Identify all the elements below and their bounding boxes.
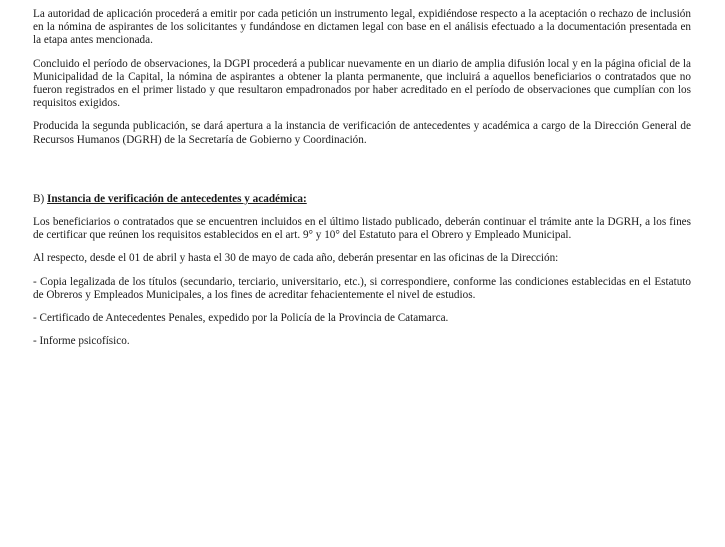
paragraph-resolution: La autoridad de aplicación procederá a emitir por cada petición un instrumento legal, expidiéndose respecto a la aceptación o rechazo de inclusión en la nómina de aspirantes de los solicitantes y fundándose en dictamen legal con base en el análisis efectuado a la documentación presentada en la etapa antes mencionada. [33, 8, 691, 47]
paragraph-beneficiaries: Los beneficiarios o contratados que se encuentren incluidos en el último listado publicado, deberán continuar el trámite ante la DGRH, a los fines de certificar que reúnen los requisitos establecidos en el art. 9° y 10° del Estatuto para el Obrero y Empleado Municipal. [33, 216, 691, 242]
paragraph-observation-period: Concluido el período de observaciones, la DGPI procederá a publicar nuevamente en un diario de amplia difusión local y en la página oficial de la Municipalidad de la Capital, la nómina de aspirantes a obtener la planta permanente, que incluirá a aquellos beneficiarios o contratados que no fueron registrados en el primer listado y que resultaron empadronados por haber acreditado en el período de observaciones que cumplían con los requisitos exigidos. [33, 57, 691, 110]
paragraph-submission-dates: Al respecto, desde el 01 de abril y hasta el 30 de mayo de cada año, deberán presentar en las oficinas de la Dirección: [33, 252, 559, 265]
section-spacer [33, 157, 691, 193]
section-heading [33, 193, 691, 206]
list-item-titles-copy: - Copia legalizada de los títulos (secundario, terciario, universitario, etc.), si correspondiere, conforme las condiciones establecidas en el Estatuto de Obreros y Empleados Municipales, a los fines de acreditar fehacientemente el nivel de estudios. [33, 275, 691, 301]
section-heading-title: Instancia de verificación de antecedentes y académica: [46, 192, 307, 205]
document-page [33, 8, 691, 358]
paragraph-second-publication: Producida la segunda publicación, se dará apertura a la instancia de verificación de antecedentes y académica a cargo de la Dirección General de Recursos Humanos (DGRH) de la Secretaría de Gobierno y Coordinación. [33, 120, 691, 146]
list-item-psychophysical-report: - Informe psicofísico. [33, 335, 130, 348]
list-item-criminal-record: - Certificado de Antecedentes Penales, expedido por la Policía de la Provincia de Catamarca. [33, 312, 449, 325]
section-heading-prefix: B) [33, 192, 47, 205]
